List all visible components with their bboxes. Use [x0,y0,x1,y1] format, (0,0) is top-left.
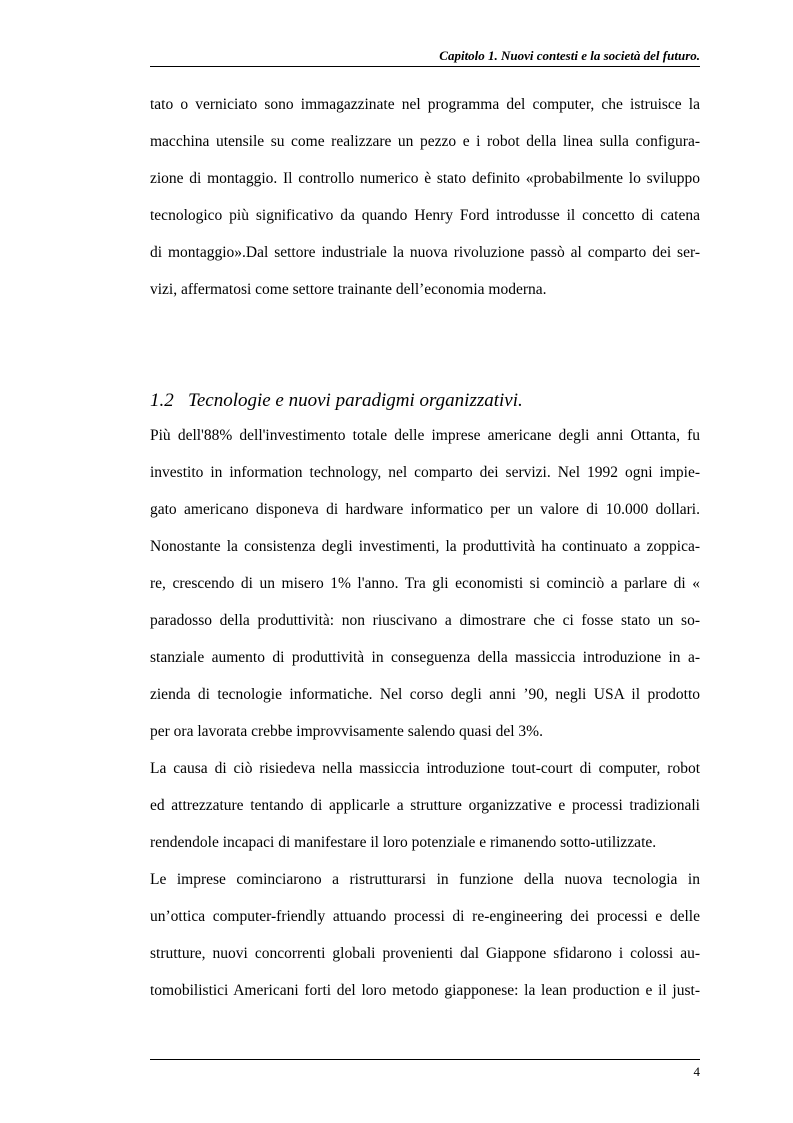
body-line: La causa di ciò risiedeva nella massiccia introduzione tout-court di computer, robot [150,760,700,777]
body-line: tecnologico più significativo da quando Henry Ford introdusse il concetto di catena [150,207,700,224]
body-line: Più dell'88% dell'investimento totale delle imprese americane degli anni Ottanta, fu [150,427,700,444]
body-line: re, crescendo di un misero 1% l'anno. Tra gli economisti si cominciò a parlare di « [150,575,700,592]
body-line: di montaggio».Dal settore industriale la nuova rivoluzione passò al comparto dei ser- [150,244,700,261]
body-line: un’ottica computer-friendly attuando processi di re-engineering dei processi e delle [150,908,700,925]
body-line: zienda di tecnologie informatiche. Nel corso degli anni ’90, negli USA il prodotto [150,686,700,703]
section-number: 1.2 [150,390,174,411]
footer-rule [150,1059,700,1060]
body-line: Nonostante la consistenza degli investimenti, la produttività ha continuato a zoppica- [150,538,700,555]
section-heading [150,390,700,412]
body-line: Le imprese cominciarono a ristrutturarsi in funzione della nuova tecnologia in [150,871,700,888]
body-line: strutture, nuovi concorrenti globali provenienti dal Giappone sfidarono i colossi au- [150,945,700,962]
body-line: per ora lavorata crebbe improvvisamente salendo quasi del 3%. [150,723,543,740]
body-line: stanziale aumento di produttività in conseguenza della massiccia introduzione in a- [150,649,700,666]
body-line: macchina utensile su come realizzare un pezzo e i robot della linea sulla configura- [150,133,700,150]
body-line: tato o verniciato sono immagazzinate nel programma del computer, che istruisce la [150,96,700,113]
body-line: ed attrezzature tentando di applicarle a strutture organizzative e processi tradizionali [150,797,700,814]
body-line: gato americano disponeva di hardware informatico per un valore di 10.000 dollari. [150,501,700,518]
body-line: rendendole incapaci di manifestare il loro potenziale e rimanendo sotto-utilizzate. [150,834,657,851]
section-title: Tecnologie e nuovi paradigmi organizzativi. [188,390,523,411]
body-line: tomobilistici Americani forti del loro metodo giapponese: la lean production e il just- [150,982,700,999]
body-line: investito in information technology, nel comparto dei servizi. Nel 1992 ogni impie- [150,464,700,481]
page-number: 4 [693,1064,700,1079]
body-line: paradosso della produttività: non riuscivano a dimostrare che ci fosse stato un so- [150,612,700,629]
body-line: zione di montaggio. Il controllo numerico è stato definito «probabilmente lo sviluppo [150,170,700,187]
header-rule [150,66,700,67]
body-line: vizi, affermatosi come settore trainante dell’economia moderna. [150,281,547,298]
running-header: Capitolo 1. Nuovi contesti e la società del futuro. [439,48,700,63]
